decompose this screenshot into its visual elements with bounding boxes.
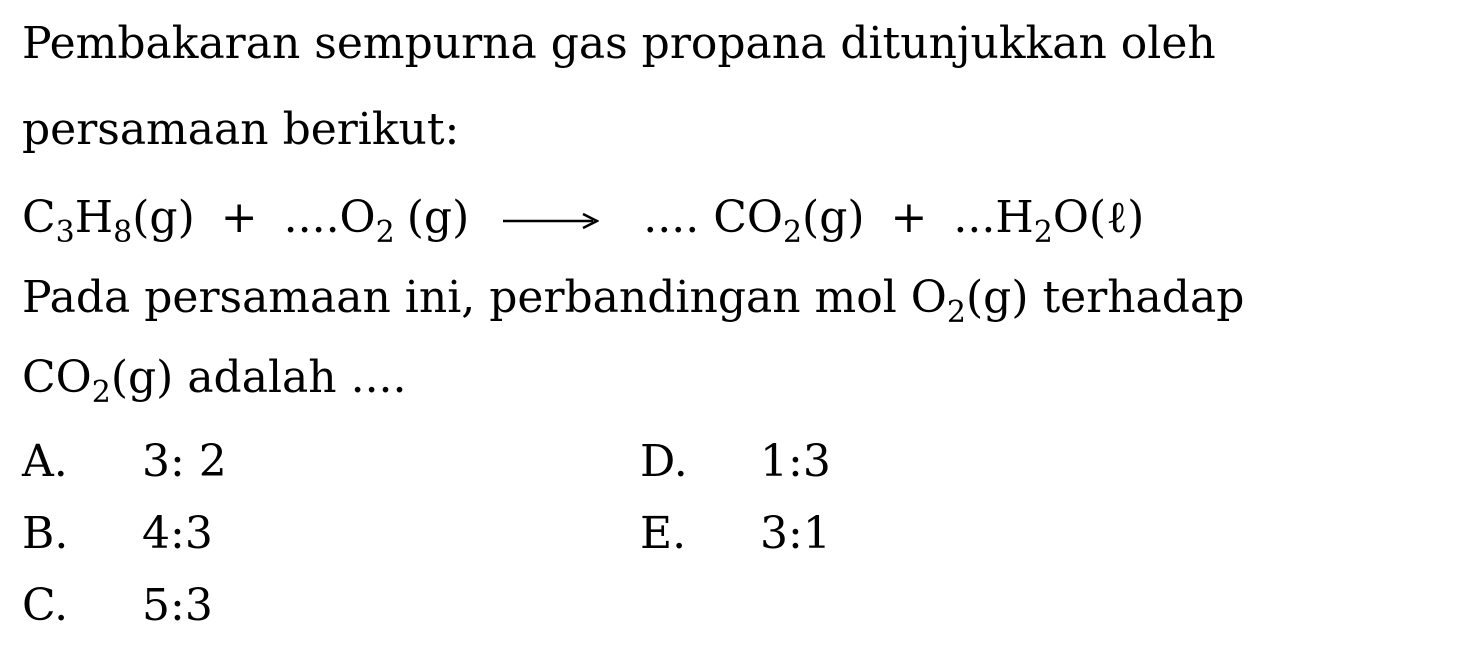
reaction-arrow-icon <box>503 211 599 231</box>
line5-sub-2: 2 <box>91 375 111 410</box>
option-e-value: 3:1 <box>760 508 831 559</box>
option-a[interactable] <box>22 436 227 487</box>
co2-sub-2: 2 <box>782 215 803 250</box>
option-c[interactable] <box>22 580 213 631</box>
question-line-5 <box>22 352 407 410</box>
water-sub-2: 2 <box>1033 215 1053 250</box>
propane-state: (g) <box>132 192 195 243</box>
option-a-value: 3: 2 <box>142 436 227 487</box>
option-b-letter: B. <box>22 508 69 559</box>
option-b-value: 4:3 <box>142 508 213 559</box>
chemical-equation <box>22 192 1145 250</box>
option-e[interactable] <box>640 508 831 559</box>
oxygen-coefficient: ....O <box>283 192 376 243</box>
line4-text-end: (g) terhadap <box>965 272 1245 323</box>
option-d[interactable] <box>640 436 831 487</box>
line5-text-end: (g) adalah .... <box>110 352 407 403</box>
option-d-value: 1:3 <box>760 436 831 487</box>
co2-coefficient: .... <box>643 192 700 243</box>
water-state: (ℓ) <box>1088 192 1145 243</box>
water-coefficient: ...H <box>953 192 1034 243</box>
co2-co: CO <box>713 192 783 243</box>
question-line-1: Pembakaran sempurna gas propana ditunjukkan oleh <box>22 18 1216 69</box>
plus-sign-2: + <box>890 192 928 243</box>
propane-c: C <box>22 192 56 243</box>
line4-text: Pada persamaan ini, perbandingan mol O <box>22 272 947 323</box>
option-c-value: 5:3 <box>142 580 213 631</box>
option-c-letter: C. <box>22 580 69 631</box>
propane-h: H <box>74 192 114 243</box>
option-b[interactable] <box>22 508 213 559</box>
option-a-letter: A. <box>22 436 68 487</box>
option-e-letter: E. <box>640 508 687 559</box>
line5-co: CO <box>22 352 92 403</box>
propane-sub-8: 8 <box>113 215 133 250</box>
oxygen-sub-2: 2 <box>375 215 395 250</box>
plus-sign-1: + <box>220 192 258 243</box>
question-line-4 <box>22 272 1245 330</box>
propane-sub-3: 3 <box>55 215 75 250</box>
option-d-letter: D. <box>640 436 688 487</box>
water-o: O <box>1052 192 1089 243</box>
question-line-2: persamaan berikut: <box>22 104 460 155</box>
co2-state: (g) <box>802 192 865 243</box>
line4-sub-2: 2 <box>946 295 966 330</box>
oxygen-state: (g) <box>406 192 470 243</box>
